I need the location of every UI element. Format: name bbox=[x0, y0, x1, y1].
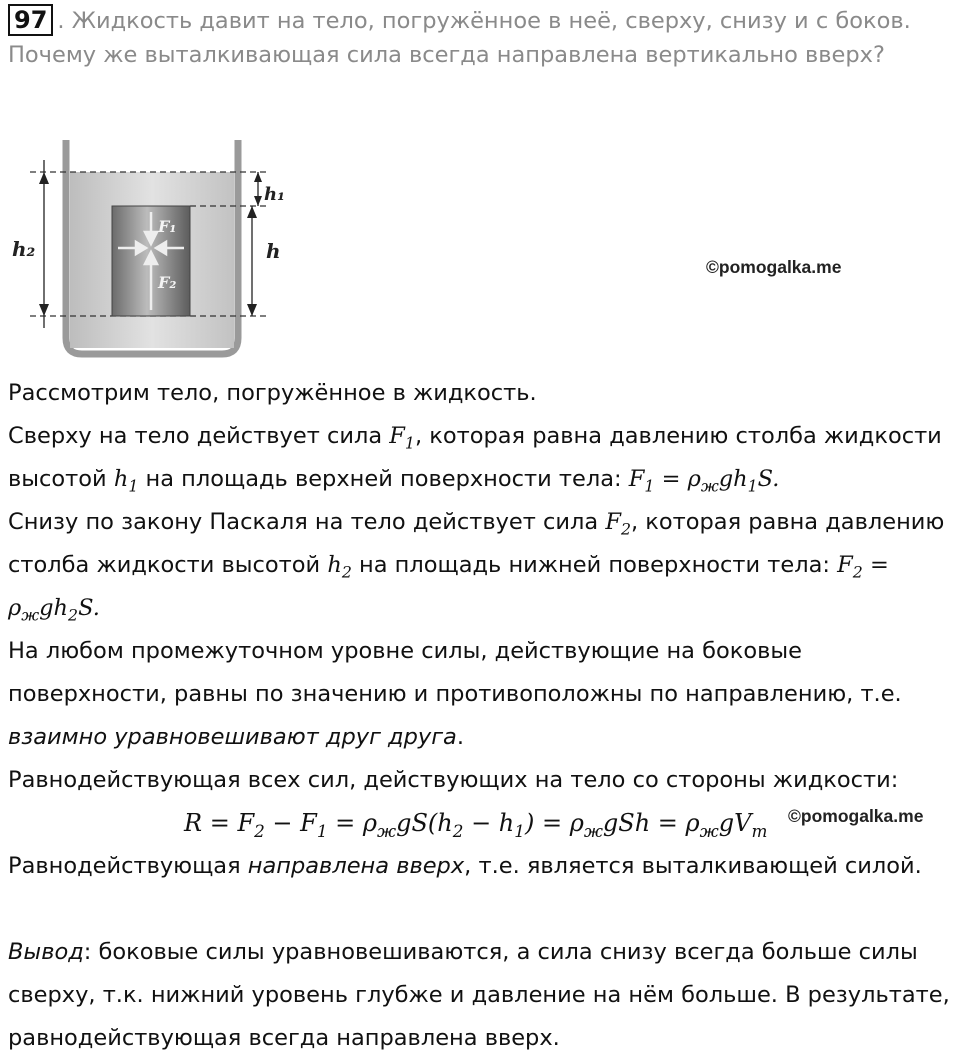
h-arrow-bottom bbox=[247, 304, 257, 316]
task-number: 97 bbox=[8, 4, 53, 36]
vessel-figure bbox=[0, 120, 300, 370]
solution-paragraph: Равнодействующая направлена вверх, т.е. является выталкивающей силой. bbox=[8, 853, 922, 879]
formula-F1: $F_1 = \rho_жgh_1S$. bbox=[628, 466, 780, 496]
solution-paragraph: Равнодействующая всех сил, действующих на тело со стороны жидкости: bbox=[8, 767, 899, 793]
h2-arrow-top bbox=[39, 172, 49, 184]
conclusion-paragraph: Вывод: боковые силы уравновешиваются, а сила снизу всегда больше силы сверху, т.к. нижний уровень глубже и давление на нём больше. В результате, равнодействующая всегда направлена вверх. bbox=[8, 939, 950, 1051]
math-F1: $F_1$ bbox=[389, 423, 415, 453]
task-number-dot: . bbox=[57, 8, 65, 34]
math-h2: $h_2$ bbox=[327, 552, 352, 582]
h1-arrow-top bbox=[254, 172, 262, 182]
math-h1: $h_1$ bbox=[113, 466, 139, 496]
label-F2: F₂ bbox=[158, 273, 177, 292]
math-F2: $F_2$ bbox=[605, 509, 631, 539]
solution-paragraph: Рассмотрим тело, погружённое в жидкость. bbox=[8, 380, 537, 406]
vessel-diagram bbox=[0, 120, 300, 370]
task-line-2: Почему же выталкивающая сила всегда направлена вертикально вверх? bbox=[8, 42, 885, 68]
watermark: ©pomogalka.me bbox=[788, 806, 924, 826]
label-h1: h₁ bbox=[264, 184, 285, 205]
solution-text bbox=[8, 372, 956, 1060]
label-h: h bbox=[266, 239, 281, 263]
solution-paragraph: На любом промежуточном уровне силы, действующие на боковые поверхности, равны по значению и противоположны по направлению, т.е. взаимно уравновешивают друг друга. bbox=[8, 638, 902, 750]
label-h2: h₂ bbox=[12, 237, 36, 261]
formula-F2: $F_2 = \rho_жgh_2S$. bbox=[8, 552, 889, 625]
task-line-1: Жидкость давит на тело, погружённое в неё, сверху, снизу и с боков. bbox=[71, 8, 911, 34]
label-F1: F₁ bbox=[158, 217, 177, 236]
h2-arrow-bottom bbox=[39, 304, 49, 316]
solution-paragraph: Снизу по закону Паскаля на тело действует сила $F_2$, которая равна давлению столба жидкости высотой $h_2$ на площадь нижней поверхности тела: $F_2 = \rho_жgh_2S$. bbox=[8, 509, 945, 625]
resultant-formula: $R = F_2 - F_1 = \rho_жgS(h_2 - h_1) = \rho_жgSh = \rho_жgV_т$ bbox=[184, 809, 768, 841]
watermark: ©pomogalka.me bbox=[706, 257, 842, 277]
h1-arrow-bottom bbox=[254, 196, 262, 206]
h-arrow-top bbox=[247, 206, 257, 218]
spacer bbox=[8, 888, 956, 931]
solution-paragraph: Сверху на тело действует сила $F_1$, которая равна давлению столба жидкости высотой $h_1$ на площадь верхней поверхности тела: $F_1 = \rho_жgh_1S$. bbox=[8, 423, 942, 496]
task-statement bbox=[8, 4, 953, 72]
